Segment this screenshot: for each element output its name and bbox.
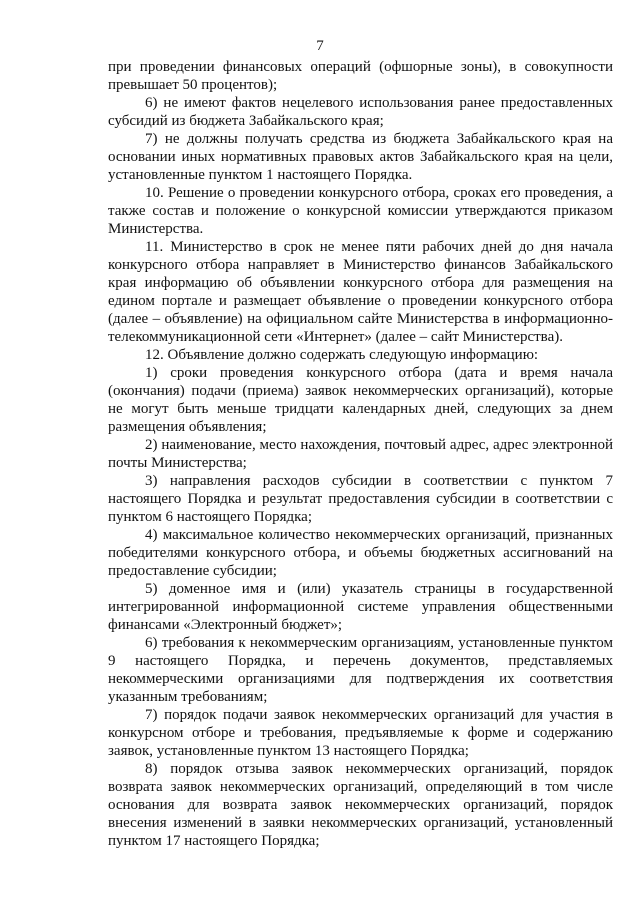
paragraph-subitem-4: 4) максимальное количество некоммерческих организаций, признанных победителями конкурсного отбора, и объемы бюджетных ассигнований на предоставление субсидии;: [108, 527, 613, 579]
paragraph-clause-11: 11. Министерство в срок не менее пяти рабочих дней до дня начала конкурсного отбора направляет в Министерство финансов Забайкальского края информацию об объявлении конкурсного отбора для размещения на едином портале и размещает объявление о проведении конкурсного отбора (далее – объявление) на официальном сайте Министерства в информационно-телекоммуникационной сети «Интернет» (далее – сайт Министерства).: [108, 239, 613, 345]
paragraph-subitem-2: 2) наименование, место нахождения, почтовый адрес, адрес электронной почты Министерства;: [108, 437, 613, 471]
paragraph-subitem-6: 6) требования к некоммерческим организациям, установленные пунктом 9 настоящего Порядка, и перечень документов, представляемых некоммерческими организациями для подтверждения их соответствия указанным требованиям;: [108, 635, 613, 705]
paragraph-clause-12: 12. Объявление должно содержать следующую информацию:: [145, 347, 539, 363]
document-body: [108, 58, 613, 850]
paragraph-continuation: при проведении финансовых операций (офшорные зоны), в совокупности превышает 50 процентов);: [108, 59, 613, 93]
paragraph-item-7: 7) не должны получать средства из бюджета Забайкальского края на основании иных нормативных правовых актов Забайкальского края на цели, установленные пунктом 1 настоящего Порядка.: [108, 131, 613, 183]
paragraph-subitem-8: 8) порядок отзыва заявок некоммерческих организаций, порядок возврата заявок некоммерческих организаций, определяющий в том числе основания для возврата заявок некоммерческих организаций, порядок внесения изменений в заявки некоммерческих организаций, установленный пунктом 17 настоящего Порядка;: [108, 761, 613, 849]
paragraph-subitem-1: 1) сроки проведения конкурсного отбора (дата и время начала (окончания) подачи (приема) заявок некоммерческих организаций), которые не могут быть меньше тридцати календарных дней, следующих за днем размещения объявления;: [108, 365, 613, 435]
paragraph-subitem-7: 7) порядок подачи заявок некоммерческих организаций для участия в конкурсном отборе и требования, предъявляемые к форме и содержанию заявок, установленные пунктом 13 настоящего Порядка;: [108, 707, 613, 759]
paragraph-subitem-3: 3) направления расходов субсидии в соответствии с пунктом 7 настоящего Порядка и результат предоставления субсидии в соответствии с пунктом 6 настоящего Порядка;: [108, 473, 613, 525]
page-number: 7: [316, 38, 324, 54]
paragraph-clause-10: 10. Решение о проведении конкурсного отбора, сроках его проведения, а также состав и положение о конкурсной комиссии утверждаются приказом Министерства.: [108, 185, 613, 237]
paragraph-subitem-5: 5) доменное имя и (или) указатель страницы в государственной интегрированной информационной системе управления общественными финансами «Электронный бюджет»;: [108, 581, 613, 633]
paragraph-item-6: 6) не имеют фактов нецелевого использования ранее предоставленных субсидий из бюджета Забайкальского края;: [108, 95, 613, 129]
